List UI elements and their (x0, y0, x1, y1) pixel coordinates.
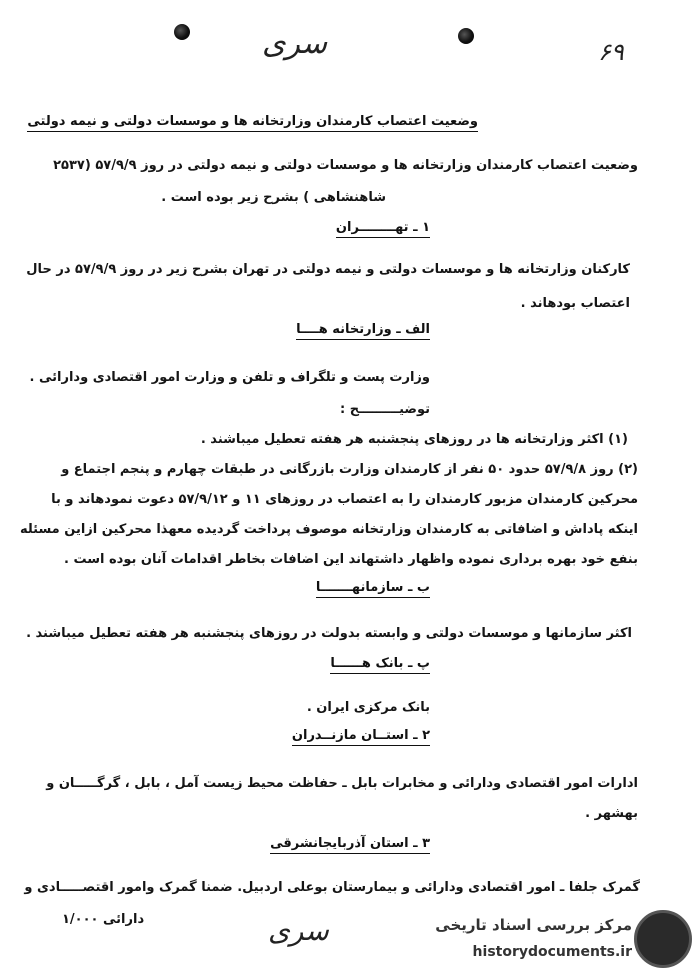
organizations-heading: ب ـ سازمانهـــــــا (316, 580, 430, 598)
section-tehran-line-2: اعتصاب بودهاند . (520, 296, 630, 311)
section-mazandaran-line-1: ادارات امور اقتصادی ودارائی و مخابرات بابل ـ حفاظت محیط زیست آمل ، بابل ، گرگـــــان و (46, 776, 638, 791)
note-2-line-2: محرکین کارمندان مزبور کارمندان را به اعتصاب در روزهای ۱۱ و ۵۷/۹/۱۲ دعوت نمودهاند و با (51, 492, 638, 507)
section-azarbaijan-heading: ۳ ـ استان آذربایجانشرقی (270, 836, 430, 854)
section-tehran-heading: ۱ ـ تهــــــــران (336, 220, 430, 238)
organizations-line-1: اکثر سازمانها و موسسات دولتی و وابسته بدولت در روزهای پنجشنبه هر هفته تعطیل میباشند . (26, 626, 632, 641)
section-tehran-line-1: کارکنان وزارتخانه ها و موسسات دولتی و نیمه دولتی در تهران بشرح زیر در روز ۵۷/۹/۹ در حال (26, 262, 630, 277)
note-2-line-1: (۲) روز ۵۷/۹/۸ حدود ۵۰ نفر از کارمندان وزارت بازرگانی در طبقات چهارم و پنجم اجتماع و (61, 462, 638, 477)
document-title: وضعیت اعتصاب کارمندان وزارتخانه ها و موسسات دولتی و نیمه دولتی (27, 114, 478, 132)
classification-top: سری (262, 26, 328, 61)
classification-bottom: سری (268, 914, 329, 947)
note-2-line-4: بنفع خود بهره برداری نموده واظهار داشتهاند این اضافات بخاطر اقدامات آنان بوده است . (63, 552, 638, 567)
punch-hole-left (174, 24, 190, 40)
section-mazandaran-heading: ۲ ـ استــان مازنــدران (292, 728, 430, 746)
archive-logo-icon (634, 910, 692, 968)
section-mazandaran-line-2: بهشهر . (585, 806, 638, 821)
page-number: ۶۹ (598, 38, 624, 66)
section-azarbaijan-line-1: گمرک جلفا ـ امور اقتصادی ودارائی و بیمارستان بوعلی اردبیل. ضمنا گمرک وامور اقتصـــــادی و (24, 880, 640, 895)
note-1: (۱) اکثر وزارتخانه ها در روزهای پنجشنبه هر هفته تعطیل میباشند . (200, 432, 628, 447)
punch-hole-right (458, 28, 474, 44)
archive-watermark (435, 906, 692, 970)
banks-heading: پ ـ بانک هــــــا (330, 656, 430, 674)
note-2-line-3: اینکه پاداش و اضافاتی به کارمندان وزارتخانه موصوف پرداخت گردیده معهذا محرکین ازاین مسئله (19, 522, 638, 537)
intro-line-2: شاهنشاهی ) بشرح زیر بوده است . (161, 190, 386, 205)
note-heading: توضیـــــــــح : (340, 402, 430, 417)
banks-line-1: بانک مرکزی ایران . (306, 700, 430, 715)
ministries-line-1: وزارت پست و تلگراف و تلفن و وزارت امور اقتصادی ودارائی . (29, 370, 430, 385)
section-azarbaijan-line-2: دارائی ۱/۰۰۰ (62, 912, 145, 927)
ministries-heading: الف ـ وزارتخانه هــــا (296, 322, 430, 340)
watermark-persian-text: مرکز بررسی اسناد تاریخی (435, 916, 632, 934)
watermark-url: historydocuments.ir (472, 944, 632, 960)
intro-line-1: وضعیت اعتصاب کارمندان وزارتخانه ها و موسسات دولتی و نیمه دولتی در روز ۵۷/۹/۹ (۲۵۳۷ (53, 158, 638, 173)
